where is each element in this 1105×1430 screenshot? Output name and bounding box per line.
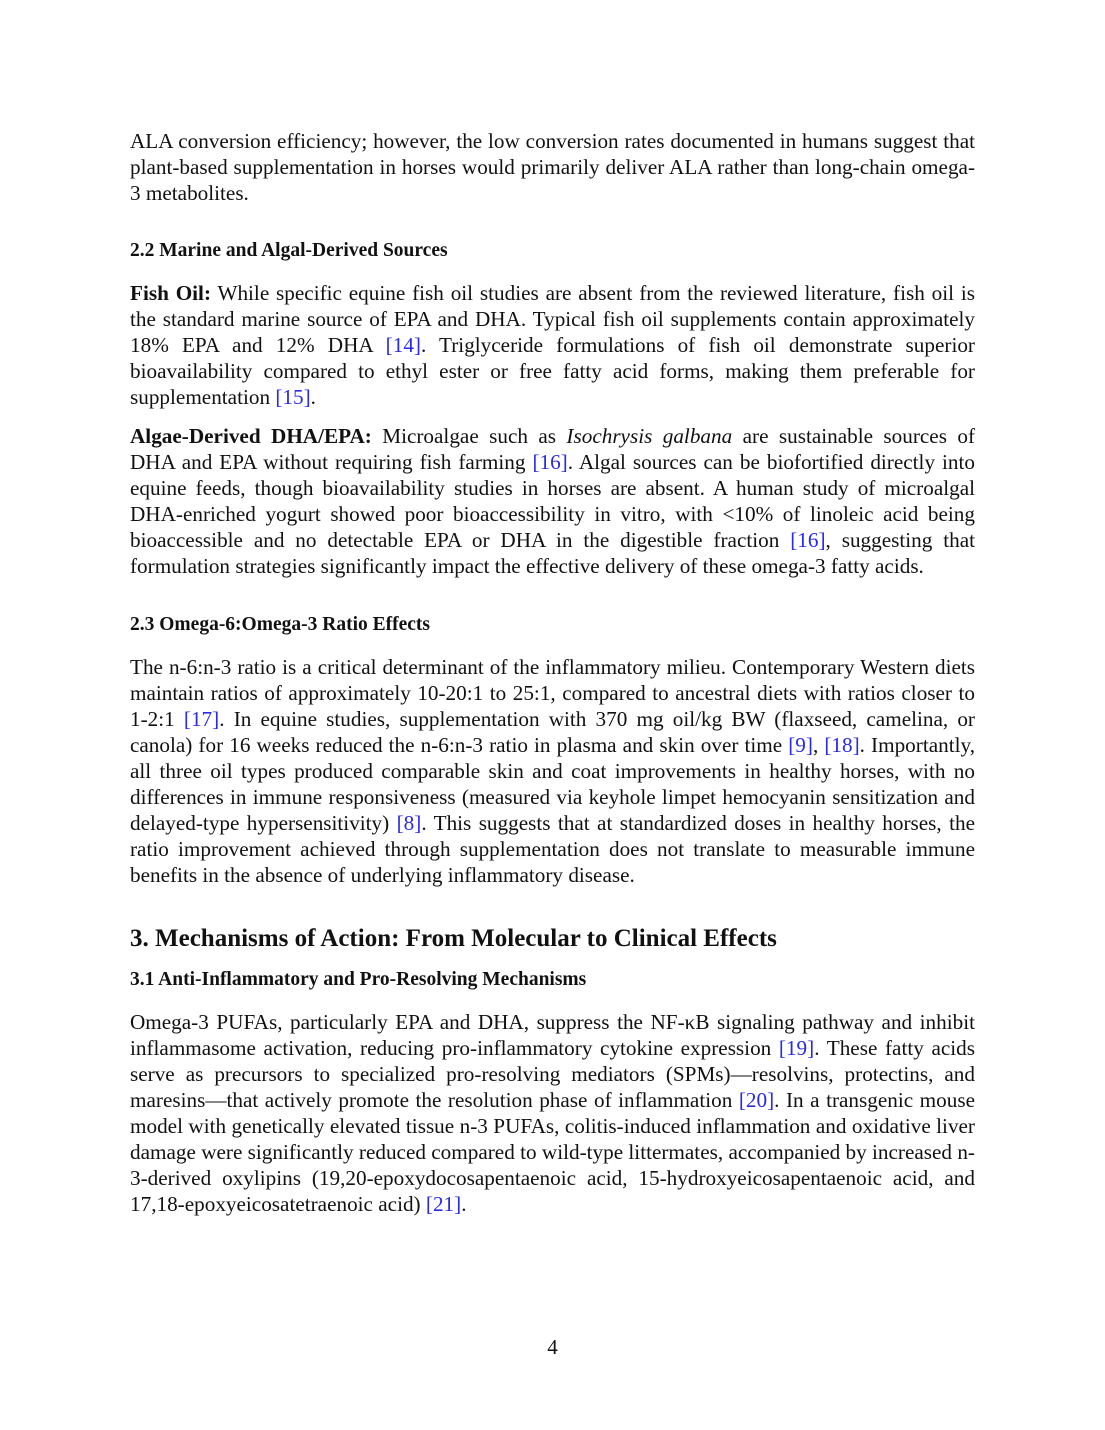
ratio-text-4: . Importantly, all three oil types produced comparable skin and coat improvements in healthy horses, with no differences in immune responsiveness (measured via keyhole limpet hemocyanin sensitization and delayed-type hypersensitivity) — [130, 733, 976, 835]
citation-21[interactable]: [21] — [425, 1192, 462, 1216]
mechanisms-paragraph — [130, 1009, 975, 1217]
algae-lead: Algae-Derived DHA/EPA: — [130, 424, 372, 448]
mechanisms-text-3: . In a transgenic mouse model with genetically elevated tissue n-3 PUFAs, colitis-induced inflammation and oxidative liver damage were significantly reduced compared to wild-type littermates, accompanied by increased n-3-derived oxylipins (19,20-epoxydocosapentaenoic acid, 15-hydroxyeicosapentaenoic acid, and 17,18-epoxyeicosatetraenoic acid) — [130, 1088, 975, 1216]
page-number: 4 — [547, 1335, 558, 1359]
fish-oil-lead: Fish Oil: — [130, 281, 211, 305]
citation-15[interactable]: [15] — [275, 385, 311, 409]
page-body — [130, 128, 975, 1217]
fish-oil-text-2: . Triglyceride formulations of fish oil demonstrate superior bioavailability compared to ethyl ester or free fatty acid forms, making them preferable for supplementation — [130, 333, 975, 409]
algae-text-1: Microalgae such as — [371, 424, 567, 448]
citation-16-second[interactable]: [16] — [790, 528, 826, 552]
section-2-2-heading: 2.2 Marine and Algal-Derived Sources — [130, 240, 448, 261]
citation-17[interactable]: [17] — [183, 707, 220, 731]
section-3-1-heading: 3.1 Anti-Inflammatory and Pro-Resolving Mechanisms — [130, 969, 587, 990]
algae-text-2: are sustainable sources of DHA and EPA without requiring fish farming — [130, 424, 976, 474]
algae-text-3: . Algal sources can be biofortified directly into equine feeds, though bioavailability studies in horses are absent. A human study of microalgal DHA-enriched yogurt showed poor bioaccessibility in vitro, with <10% of linoleic acid being bioaccessible and no detectable EPA or DHA in the digestible fraction — [130, 450, 975, 552]
fish-oil-paragraph — [130, 280, 975, 410]
ratio-text-3: , — [812, 733, 825, 757]
intro-text: ALA conversion efficiency; however, the low conversion rates documented in humans suggest that plant-based supplementation in horses would primarily deliver ALA rather than long-chain omega-3 metabolites. — [130, 129, 975, 205]
citation-9[interactable]: [9] — [788, 733, 813, 757]
citation-16[interactable]: [16] — [532, 450, 568, 474]
mechanisms-text-2: . These fatty acids serve as precursors to specialized pro-resolving mediators (SPMs)—resolvins, protectins, and maresins—that actively promote the resolution phase of inflammation — [130, 1036, 975, 1112]
mechanisms-text-4: . — [461, 1192, 467, 1216]
ratio-text-2: . In equine studies, supplementation with 370 mg oil/kg BW (flaxseed, camelina, or canola) for 16 weeks reduced the n-6:n-3 ratio in plasma and skin over time — [130, 707, 975, 757]
section-3-heading: 3. Mechanisms of Action: From Molecular to Clinical Effects — [130, 925, 777, 952]
citation-18[interactable]: [18] — [824, 733, 860, 757]
intro-paragraph — [130, 128, 975, 206]
citation-14[interactable]: [14] — [385, 333, 421, 357]
fish-oil-text-1: While specific equine fish oil studies are absent from the reviewed literature, fish oil is the standard marine source of EPA and DHA. Typical fish oil supplements contain approximately 18% EPA and 12% DHA — [130, 281, 975, 357]
algae-text-4: , suggesting that formulation strategies significantly impact the effective delivery of these omega-3 fatty acids. — [130, 528, 975, 578]
citation-8[interactable]: [8] — [396, 811, 422, 835]
algae-paragraph — [130, 423, 975, 579]
algae-species-name: Isochrysis galbana — [566, 424, 733, 448]
ratio-text-1: The n-6:n-3 ratio is a critical determinant of the inflammatory milieu. Contemporary Western diets maintain ratios of approximately 10-20:1 to 25:1, compared to ancestral diets with ratios closer to 1-2:1 — [130, 655, 975, 731]
ratio-text-5: . This suggests that at standardized doses in healthy horses, the ratio improvement achieved through supplementation does not translate to measurable immune benefits in the absence of underlying inflammatory disease. — [130, 811, 975, 887]
mechanisms-text-1: Omega-3 PUFAs, particularly EPA and DHA, suppress the NF-κB signaling pathway and inhibit inflammasome activation, reducing pro-inflammatory cytokine expression — [130, 1010, 975, 1060]
ratio-paragraph — [130, 654, 975, 888]
citation-19[interactable]: [19] — [778, 1036, 815, 1060]
fish-oil-text-3: . — [310, 385, 316, 409]
section-2-3-heading: 2.3 Omega-6:Omega-3 Ratio Effects — [130, 614, 430, 635]
citation-20[interactable]: [20] — [738, 1088, 775, 1112]
